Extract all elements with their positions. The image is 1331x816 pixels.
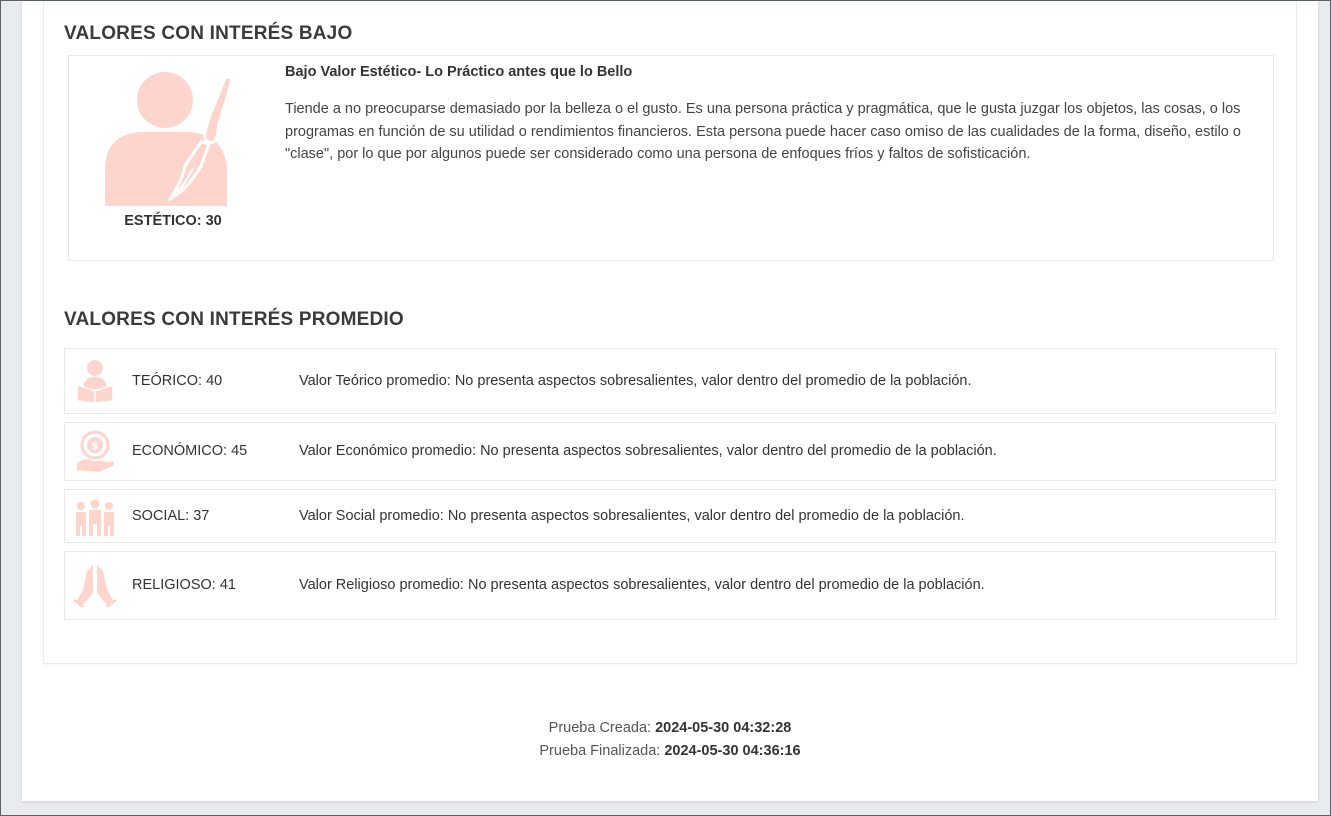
average-value-description: Valor Religioso promedio: No presenta aspectos sobresalientes, valor dentro del promedio de la población. bbox=[299, 577, 985, 593]
people-group-icon bbox=[73, 496, 117, 540]
finished-line bbox=[22, 740, 1318, 763]
average-value-label: ECONÓMICO: 45 bbox=[132, 443, 248, 459]
reading-person-icon bbox=[73, 359, 117, 403]
low-value-description: Tiende a no preocuparse demasiado por la belleza o el gusto. Es una persona práctica y pragmática, que le gusta juzgar los objetos, las cosas, o los programas en función de su utilidad o rendimientos financieros. Esta persona puede hacer caso omiso de las cualidades de la forma, diseño, estilo o "clase", por lo que por algunos puede ser considerado como una persona de enfoques fríos y faltos de sofisticación. bbox=[285, 101, 1241, 163]
created-label: Prueba Creada: bbox=[548, 720, 652, 736]
aesthetic-score: ESTÉTICO: 30 bbox=[124, 213, 222, 229]
created-line bbox=[22, 717, 1318, 740]
svg-text:$: $ bbox=[91, 439, 99, 452]
finished-label: Prueba Finalizada: bbox=[539, 743, 661, 759]
average-value-label: TEÓRICO: 40 bbox=[132, 373, 223, 389]
finished-value: 2024-05-30 04:36:16 bbox=[664, 743, 801, 759]
low-value-heading: Bajo Valor Estético- Lo Práctico antes que lo Bello bbox=[285, 64, 633, 80]
created-value: 2024-05-30 04:32:28 bbox=[655, 720, 792, 736]
average-value-row-religioso bbox=[64, 551, 1276, 620]
praying-hands-icon bbox=[73, 563, 117, 607]
test-timestamps bbox=[22, 717, 1318, 763]
average-value-description: Valor Teórico promedio: No presenta aspectos sobresalientes, valor dentro del promedio de la población. bbox=[299, 373, 972, 389]
average-value-description: Valor Social promedio: No presenta aspectos sobresalientes, valor dentro del promedio de la población. bbox=[299, 508, 965, 524]
average-values-title: VALORES CON INTERÉS PROMEDIO bbox=[64, 309, 404, 330]
low-value-panel bbox=[68, 55, 1274, 261]
average-value-row-social bbox=[64, 489, 1276, 543]
average-value-label: RELIGIOSO: 41 bbox=[132, 577, 236, 593]
aesthetic-person-brush-icon bbox=[105, 70, 241, 206]
money-hand-icon bbox=[73, 429, 117, 473]
report-page bbox=[22, 1, 1318, 801]
average-value-label: SOCIAL: 37 bbox=[132, 508, 210, 524]
values-card bbox=[43, 1, 1297, 664]
average-value-row-economico bbox=[64, 422, 1276, 481]
average-value-row-teorico bbox=[64, 348, 1276, 414]
page-background bbox=[1, 1, 1330, 815]
average-value-description: Valor Económico promedio: No presenta aspectos sobresalientes, valor dentro del promedio de la población. bbox=[299, 443, 997, 459]
low-values-title: VALORES CON INTERÉS BAJO bbox=[64, 23, 353, 44]
